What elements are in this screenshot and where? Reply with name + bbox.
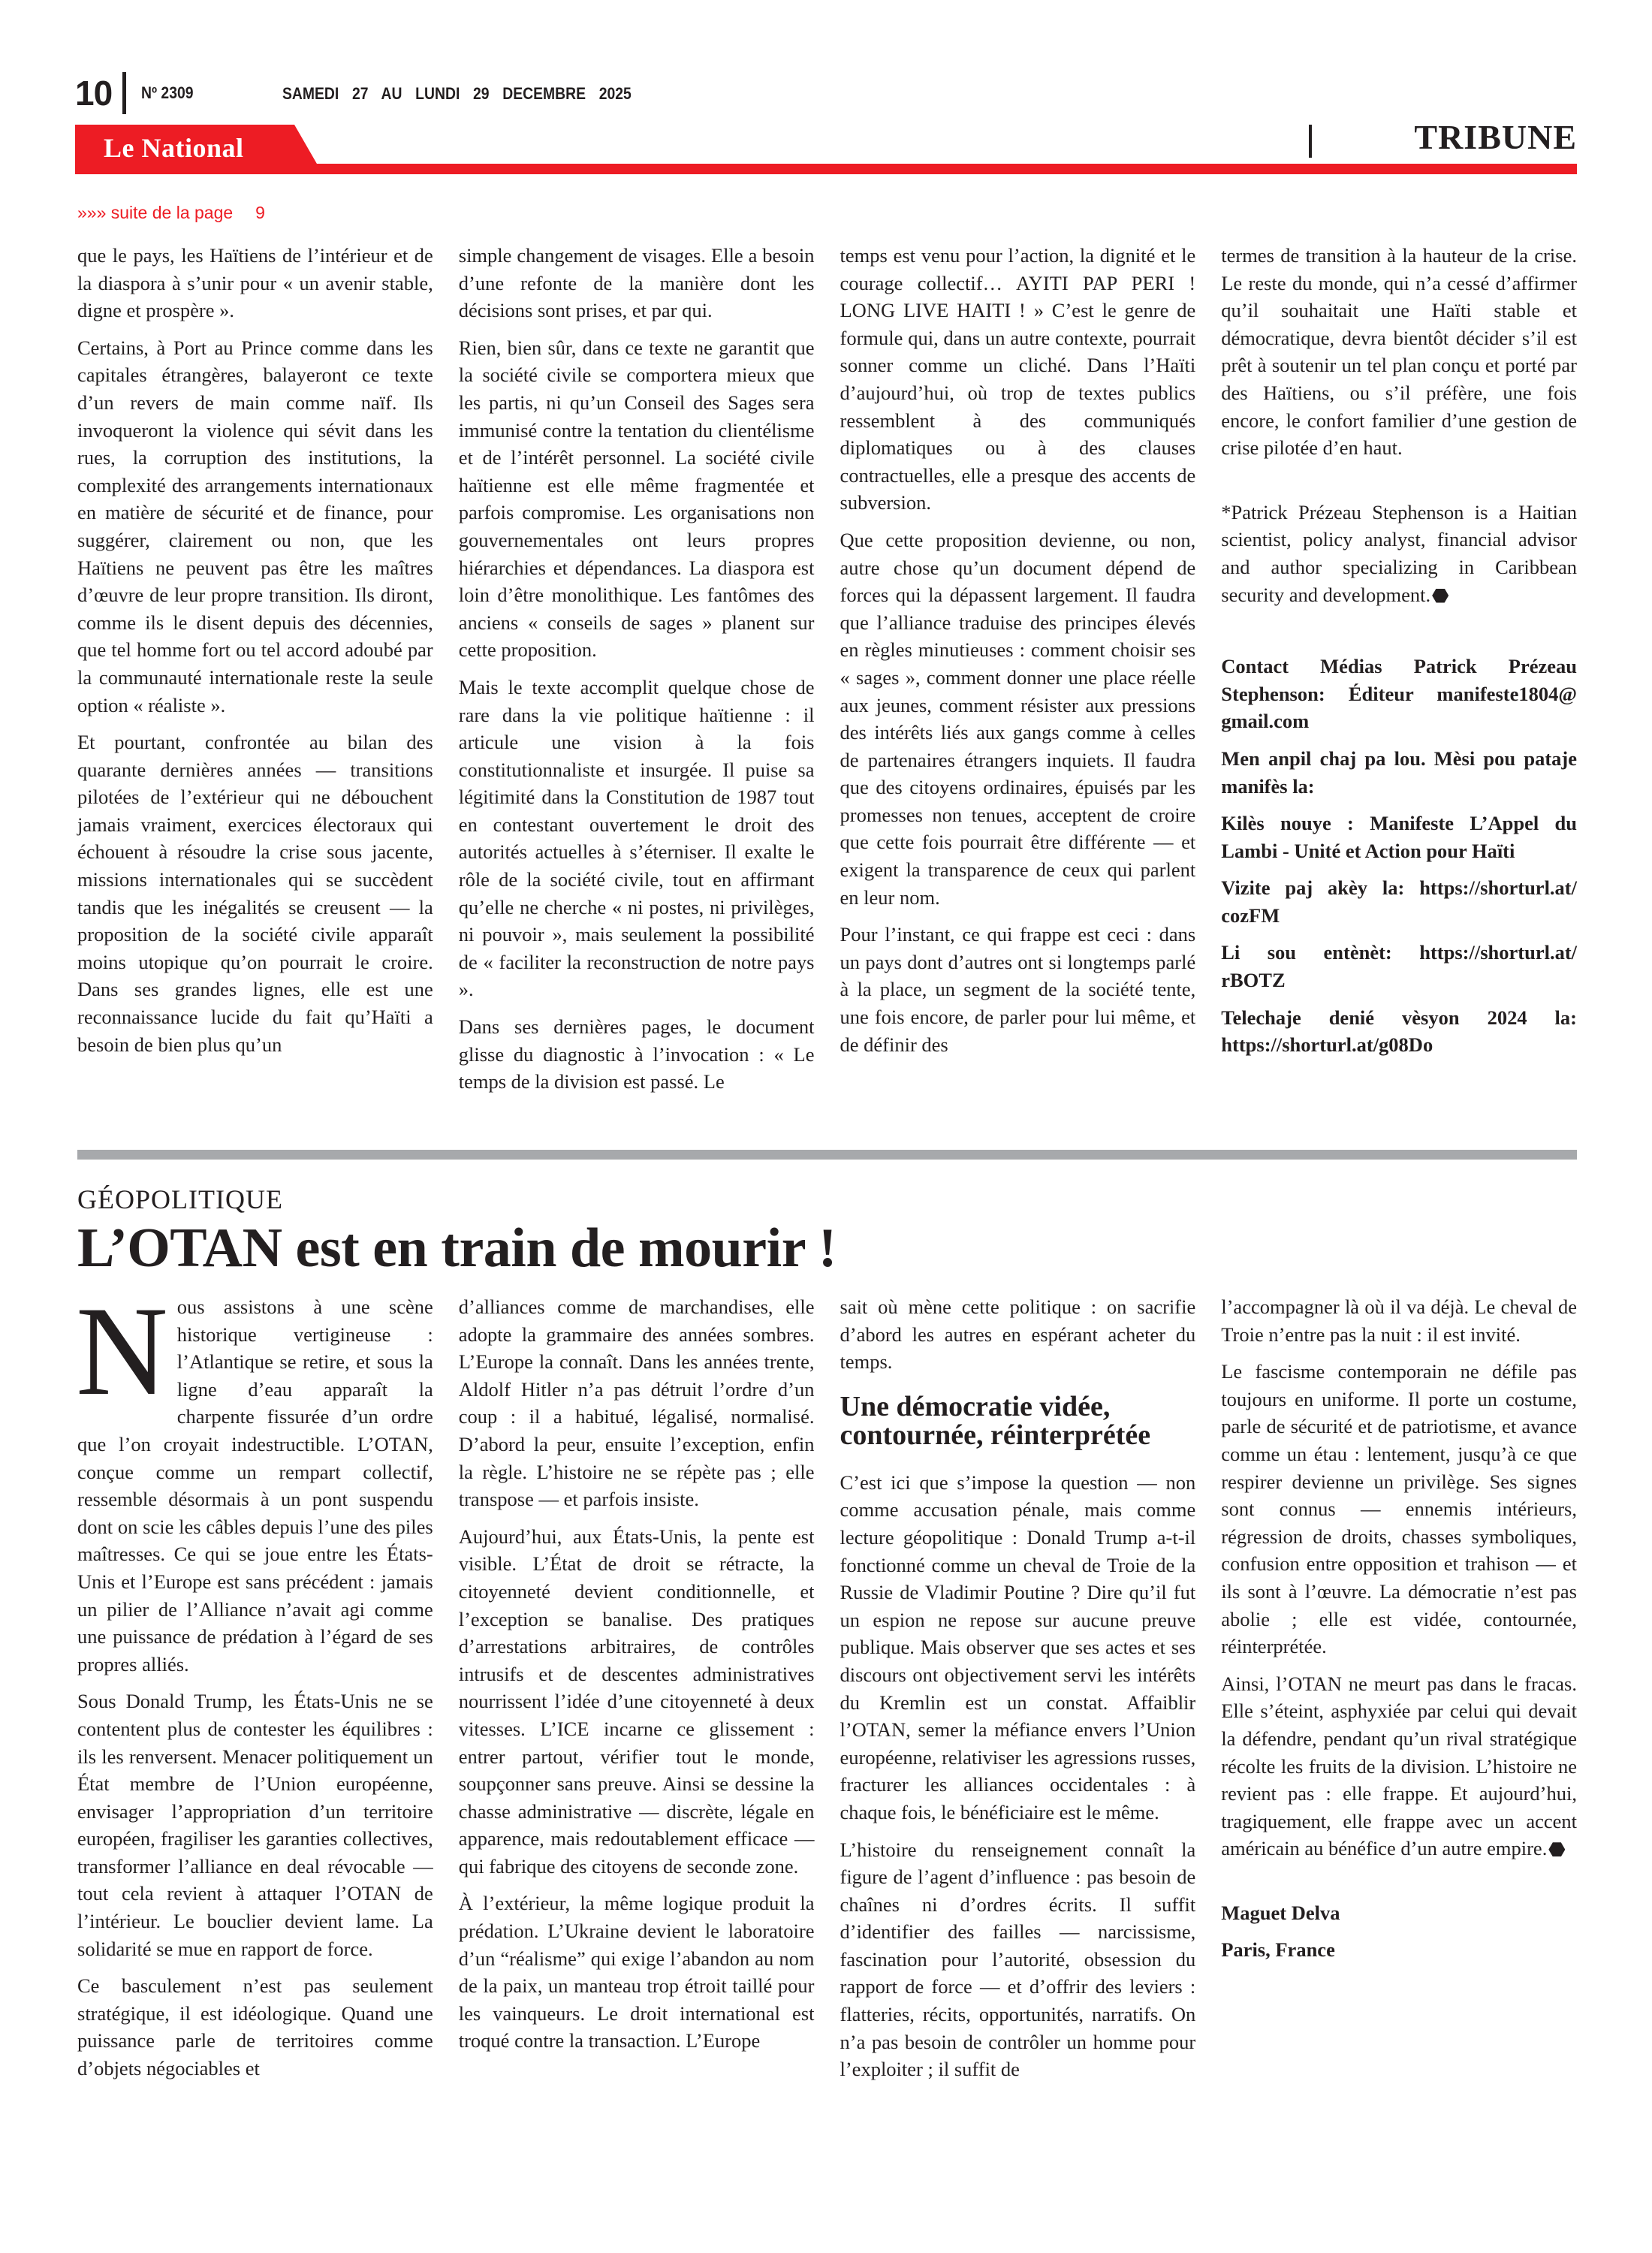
lead-paragraph <box>76 1280 433 1678</box>
author-name: Maguet Delva <box>1221 1901 1340 1924</box>
paragraph: Dans ses dernières pages, le document glisse du diagnostic à l’invocation : « Le temps de la division est passé. Le <box>458 1015 815 1093</box>
author-location: Paris, France <box>1221 1938 1335 1962</box>
folio <box>75 72 200 114</box>
article-subheading: Une démocratie vidée, contournée, réinterprétée <box>840 1390 1151 1451</box>
contact-link-download[interactable]: Telechaje denié vèsyon 2024 la: https://shorturl.at/g08Do <box>1221 1006 1577 1057</box>
paragraph: temps est venu pour l’action, la dignité et le courage collectif… AYITI PAP PERI ! LONG LIVE HAITI ! » C’est le genre de formule qui, dans un autre contexte, pourrait sonner comme un cliché. Dans l’Haïti d’aujourd’hui, où trop de textes publics ressemblent à des communiqués diplomatiques ou à des clauses contractuelles, elle a presque des accents de subversion. <box>840 244 1196 514</box>
article1-column-4 <box>1221 242 1577 1105</box>
article1-column-1 <box>77 242 433 1105</box>
paragraph: termes de transition à la hauteur de la crise. Le reste du monde, qui n’a cessé d’affirmer qu’il souhaitait une Haïti stable et démocratique, devra bientôt décider s’il est prêt à soutenir un tel plan conçu et porté par des Haïtiens, ou s’il préfère, une fois encore, le confort familier d’une gestion de crise pilotée d’en haut. <box>1221 244 1577 460</box>
continued-label: »»» suite de la page <box>77 203 234 222</box>
paragraph: À l’extérieur, la même logique produit la prédation. L’Ukraine devient le laboratoire d’un “réalisme” qui exige l’abandon au nom de la paix, un manteau trop étroit taillé pour les vainqueurs. Le droit international est troqué contre la transaction. L’Europe <box>458 1892 815 2052</box>
end-mark-icon <box>1432 589 1449 603</box>
paragraph: sait où mène cette politique : on sacrifie d’abord les autres en espérant acheter du temps. <box>840 1295 1196 1374</box>
paragraph: Le fascisme contemporain ne défile pas toujours en uniforme. Il porte un costume, parle de sécurité et de patriotisme, et avance comme un étau : lentement, jusqu’à ce que respirer devienne un privilège. Ses signes sont connus — ennemis intérieurs, régression de droits, chasses symboliques, confusion entre opposition et trahison — et ils sont à l’œuvre. La démocratie n’est pas abolie ; elle est vidée, contournée, réinterprétée. <box>1221 1360 1577 1658</box>
spacer <box>1221 618 1577 653</box>
closing-text: Ainsi, l’OTAN ne meurt pas dans le fracas. Elle s’éteint, asphyxiée par celui qui devait la défendre, pendant qu’un rival stratégique récolte les fruits de la division. L’histoire ne revient pas : elle frappe. Et aujourd’hui, tragiquement, elle frappe avec un accent américain au bénéfice d’un autre empire. <box>1221 1672 1577 1860</box>
paragraph: Rien, bien sûr, dans ce texte ne garantit que la société civile se comportera mieux que les partis, ni qu’un Conseil des Sages sera immunisé contre la tentation du clientélisme et de l’intérêt personnel. La société civile haïtienne est elle même fragmentée et parfois compromise. Les organisations non gouvernementales ont leurs propres hiérarchies et dépendances. La diaspora est loin d’être monolithique. Les fantômes des anciens « conseils de sages » planent sur cette proposition. <box>458 336 815 662</box>
continued-page: 9 <box>255 203 265 222</box>
section-title: TRIBUNE <box>1414 118 1577 156</box>
spacer <box>1221 1872 1577 1899</box>
drop-cap: N <box>76 1280 168 1422</box>
article2-column-3 <box>840 1293 1196 2093</box>
article2-column-4 <box>1221 1293 1577 2093</box>
article1-column-2 <box>459 242 815 1105</box>
folio-separator <box>122 72 126 114</box>
lead-text: ous assistons à une scène historique vertigineuse : l’Atlantique se retire, et sous la ligne d’eau apparaît la charpente fissurée d’un ordre que l’on croyait indestructible. L’OTAN, conçue comme un rempart collectif, ressemble désormais à un pont suspendu dont on scie les câbles depuis l’une des piles maîtresses. Ce qui se joue entre les États-Unis et l’Europe est sans précédent : jamais un pilier de l’Alliance n’avait agi comme une puissance de prédation à l’égard de ses propres alliés. <box>77 1295 433 1675</box>
author-note <box>1221 499 1577 608</box>
paragraph: Ce basculement n’est pas seulement stratégique, il est idéologique. Quand une puissance parle de territoires comme d’objets négociables et <box>77 1974 433 2080</box>
contact-line: Contact Médias Patrick Prézeau Stephenson: Éditeur manifeste1804@ gmail.com <box>1221 655 1577 733</box>
paragraph: que le pays, les Haïtiens de l’intérieur et de la diaspora à s’unir pour « un avenir stable, digne et prospère ». <box>77 244 433 322</box>
article2-column-2 <box>459 1293 815 2093</box>
contact-line: Kilès nouye : Manifeste L’Appel du Lambi - Unité et Action pour Haïti <box>1221 812 1577 862</box>
paragraph: C’est ici que s’impose la question — non comme accusation pénale, mais comme lecture géopolitique : Donald Trump a-t-il fonctionné comme un cheval de Troie de la Russie de Vladimir Poutine ? Dire qu’il fut un espion ne repose sur aucune preuve publique. Mais observer que ses actes et ses discours ont objectivement servi les intérêts du Kremlin est un constat. Affaiblir l’OTAN, semer la méfiance envers l’Union européenne, relativiser les agressions russes, fracturer les alliances occidentales : à chaque fois, le bénéficiaire est le même. <box>840 1470 1196 1823</box>
continued-from <box>77 203 265 223</box>
contact-link-home[interactable]: Vizite paj akèy la: https://shorturl.at/ cozFM <box>1221 876 1577 927</box>
article1-column-3 <box>840 242 1196 1105</box>
page-number: 10 <box>75 74 113 113</box>
paragraph: L’histoire du renseignement connaît la figure de l’agent d’influence : pas besoin de chaînes ni d’ordres écrits. Il suffit d’identifier des failles — narcissisme, fascination pour l’autorité, obsession du rapport de force — et d’offrir des leviers : flatteries, récits, opportunités, narratifs. On n’a pas besoin de contrôler un homme pour l’exploiter ; il suffit de <box>840 1838 1196 2081</box>
section-divider <box>77 1150 1577 1160</box>
paragraph: Que cette proposition devienne, ou non, autre chose qu’un document dépend de forces qui la dépassent largement. Il faudra que l’alliance traduise des principes élevés en règles minutieuses : comment choisir ses « sages », comment donner une place réelle aux jeunes, comment résister aux pressions des intérêts liés aux gangs comme à celles de partenaires étrangers inquiets. Il faudra que des citoyens ordinaires, épuisés par les promesses non tenues, acceptent de croire que cette fois pourrait être différente — et exigent la transparence de ceux qui parlent en leur nom. <box>840 528 1196 909</box>
paragraph: l’accompagner là où il va déjà. Le cheval de Troie n’entre pas la nuit : il est invité. <box>1221 1295 1577 1346</box>
paragraph: Mais le texte accomplit quelque chose de rare dans la vie politique haïtienne : il articule une vision à la fois constitutionnaliste et insurgée. Il puise sa légitimité dans la Constitution de 1987 tout en contestant ouvertement le droit des autorités actuelles à s’éterniser. Il exalte le rôle de la société civile, tout en affirmant qu’elle ne cherche « ni postes, ni privilèges, ni pouvoir », mais seulement la possibilité de « faciliter la reconstruction de notre pays ». <box>458 675 815 1001</box>
paragraph: Et pourtant, confrontée au bilan des quarante dernières années — transitions pilotées de l’extérieur qui ne débouchent jamais vraiment, exercices électoraux qui échouent à résoudre la crise sous jacente, missions internationales qui se succèdent tandis que les inégalités se creusent — la proposition de la société civile apparaît moins utopique qu’on pourrait le croire. Dans ses grandes lignes, elle est une reconnaissance lucide du fait qu’Haïti a besoin de bien plus qu’un <box>77 731 433 1056</box>
paragraph: simple changement de visages. Elle a besoin d’une refonte de la manière dont les décisions sont prises, et par qui. <box>458 244 815 322</box>
author-note-text: *Patrick Prézeau Stephenson is a Haitian scientist, policy analyst, financial advisor and author specializing in Caribbean security and development. <box>1221 500 1577 606</box>
spacer <box>1221 472 1577 499</box>
article-kicker: GÉOPOLITIQUE <box>77 1184 283 1214</box>
article-headline: L’OTAN est en train de mourir ! <box>77 1217 837 1279</box>
paragraph: Certains, à Port au Prince comme dans les capitales étrangères, balayeront ce texte d’un revers de main comme naïf. Ils invoqueront la violence qui sévit dans les rues, la corruption des institutions, la complexité des arrangements internationaux en matière de sécurité et de finance, pour suggérer, clairement ou non, que les Haïtiens ne peuvent pas être les maîtres d’œuvre de leur propre transition. Ils diront, comme ils le disent depuis des décennies, que tel homme fort ou tel accord adoubé par la communauté internationale reste la seule option « réaliste ». <box>77 336 433 716</box>
paragraph: Pour l’instant, ce qui frappe est ceci : dans un pays dont d’autres ont si longtemps parlé à la place, un segment de la société tente, une fois encore, de parler pour lui même, et de définir des <box>840 923 1196 1056</box>
article2-column-1 <box>76 1280 433 2093</box>
paragraph: Aujourd’hui, aux États-Unis, la pente est visible. L’État de droit se rétracte, la citoyenneté devient conditionnelle, et l’exception se banalise. Des pratiques d’arrestations arbitraires, de contrôles intrusifs et de descentes administratives nourrissent l’idée d’une citoyenneté à deux vitesses. L’ICE incarne ce glissement : entrer partout, vérifier tout le monde, soupçonner sans preuve. Ainsi se dessine la chasse administrative — discrète, légale en apparence, mais redoutablement efficace — qui fabrique des citoyens de seconde zone. <box>458 1525 815 1878</box>
issue-number: Nº 2309 <box>141 83 194 102</box>
closing-paragraph <box>1221 1670 1577 1862</box>
paragraph: Sous Donald Trump, les États-Unis ne se contentent plus de contester les équilibres : ils les renversent. Menacer politiquement un État membre de l’Union européenne, envisager l’appropriation d’un territoire européen, fragiliser les garanties collectives, transformer l’alliance en deal révocable — tout cela revient à attaquer l’OTAN de l’intérieur. Le bouclier devient lame. La solidarité se mue en rapport de force. <box>77 1690 433 1960</box>
article-continued <box>77 242 1577 1105</box>
newspaper-name: Le National <box>104 133 244 163</box>
end-mark-icon <box>1548 1842 1565 1856</box>
article-otan <box>76 1280 1577 2093</box>
section-separator <box>1309 125 1312 158</box>
contact-link-online[interactable]: Li sou entènèt: https://shorturl.at/ rBOTZ <box>1221 941 1577 992</box>
paragraph: d’alliances comme de marchandises, elle adopte la grammaire des années sombres. L’Europe la connaît. Dans les années trente, Aldolf Hitler n’a pas détruit l’ordre d’un coup : il a habitué, légalisé, normalisé. D’abord la peur, ensuite l’exception, enfin la règle. L’histoire ne se répète pas ; elle transpose — et parfois insiste. <box>458 1295 815 1511</box>
issue-date: SAMEDI 27 AU LUNDI 29 DECEMBRE 2025 <box>282 84 632 103</box>
contact-line: Men anpil chaj pa lou. Mèsi pou pataje manifès la: <box>1221 746 1577 798</box>
